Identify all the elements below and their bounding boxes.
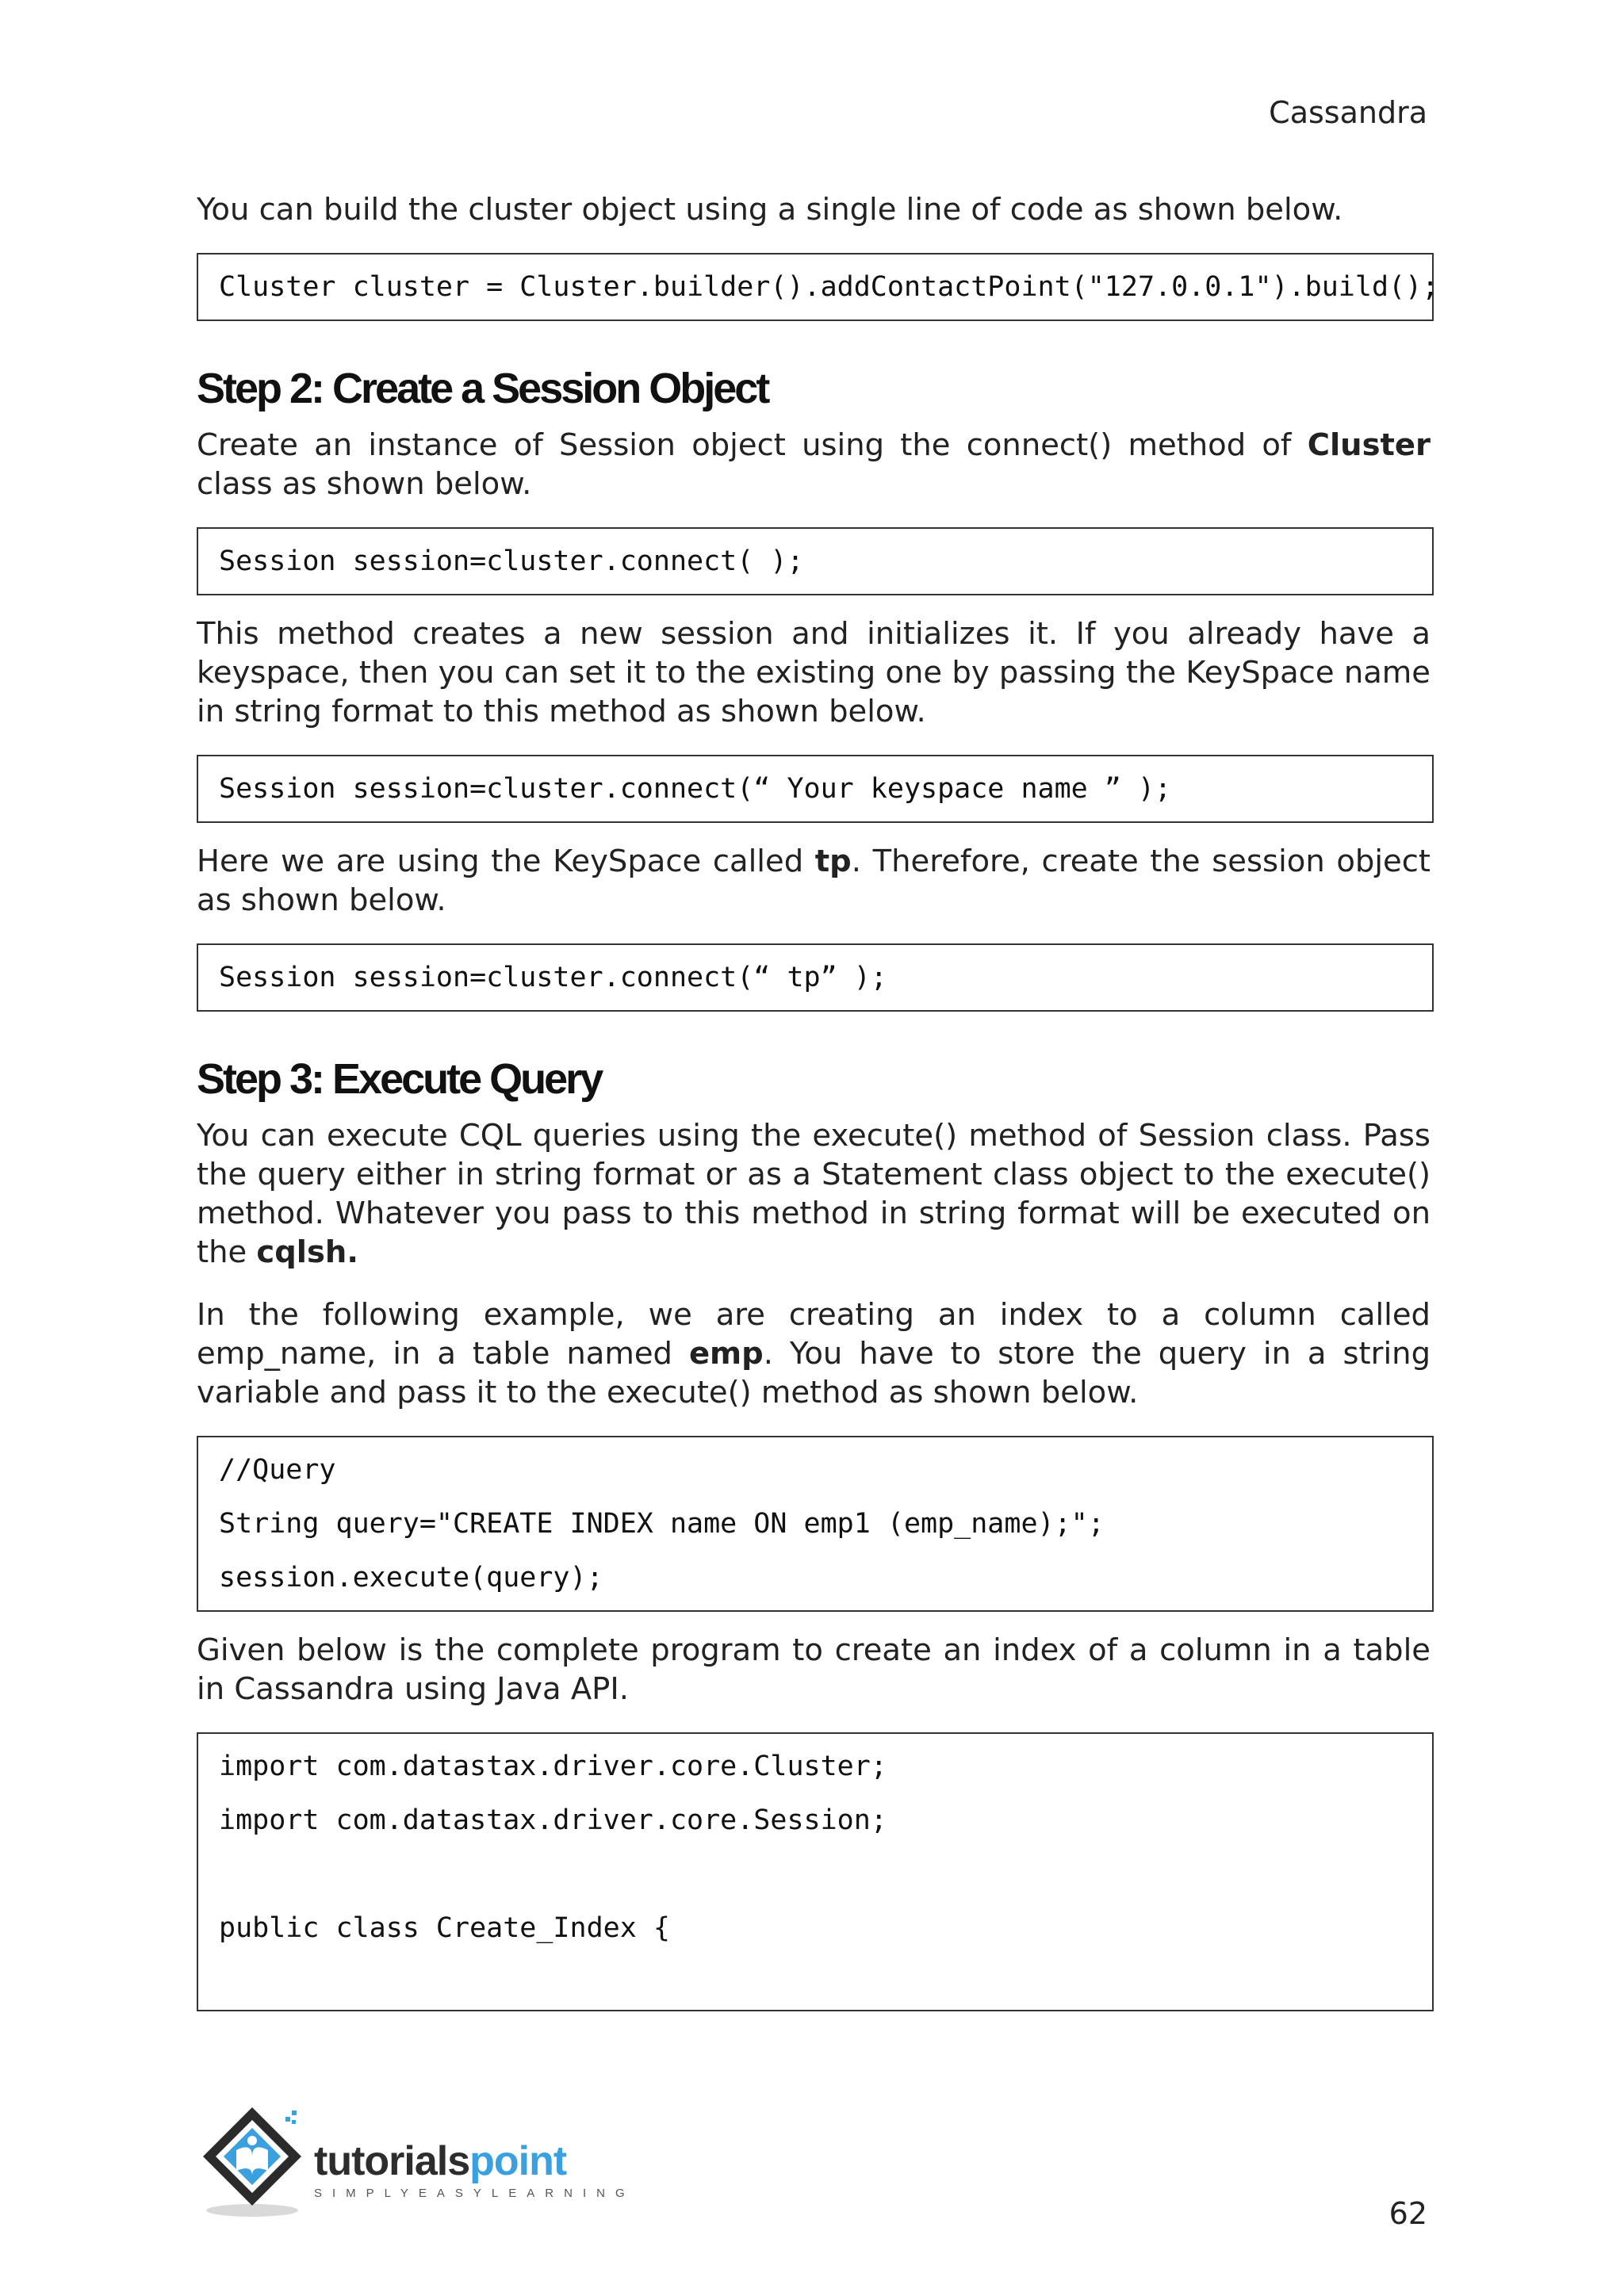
code-line: Session session=cluster.connect(“ Your keyspace name ” ); [219,773,1172,805]
code-line: Session session=cluster.connect(“ tp” ); [219,962,887,993]
logo-tagline: SIMPLYEASYLEARNING [314,2187,635,2200]
step2-heading: Step 2: Create a Session Object [197,365,768,412]
bold-cqlsh: cqlsh. [256,1234,358,1270]
step2-paragraph-1: Create an instance of Session object using the connect() method of Cluster class as shown below. [197,427,1431,502]
step3-paragraph-2: In the following example, we are creating an index to a column called emp_name, in a table named emp. You have to store the query in a string variable and pass it to the execute() method as shown below. [197,1297,1431,1410]
step3-paragraph-3: Given below is the complete program to create an index of a column in a table in Cassandra using Java API. [197,1632,1431,1707]
bold-cluster: Cluster [1307,427,1431,463]
page-content [197,190,1439,2030]
logo-mark-icon [197,2101,316,2220]
intro-paragraph: You can build the cluster object using a single line of code as shown below. [197,192,1343,228]
code-line: public class Create_Index { [219,1912,670,1944]
step3-paragraph-1: You can execute CQL queries using the execute() method of Session class. Pass the query either in string format or as a Statement class object to the execute() method. Whatever you pass to this method in string format will be executed on the cqlsh. [197,1118,1431,1270]
code-block-session-tp [197,943,1434,1012]
code-block-session-keyspace [197,755,1434,823]
page-number: 62 [1388,2196,1427,2231]
code-block-program [197,1732,1434,2011]
step2-paragraph-2: This method creates a new session and initializes it. If you already have a keyspace, then you can set it to the existing one by passing the KeySpace name in string format to this method as shown below. [197,616,1431,729]
code-line: Session session=cluster.connect( ); [219,545,804,577]
code-line: import com.datastax.driver.core.Cluster; [219,1751,887,1782]
code-line: session.execute(query); [219,1562,603,1594]
code-blank-line [219,1856,1411,1892]
running-header: Cassandra [1269,95,1427,130]
tutorialspoint-logo [197,2101,635,2220]
code-line: String query="CREATE INDEX name ON emp1 (emp_name);"; [219,1508,1105,1540]
code-line: import com.datastax.driver.core.Session; [219,1804,887,1836]
step2-paragraph-3: Here we are using the KeySpace called tp. Therefore, create the session object as shown below. [197,844,1431,918]
step3-heading: Step 3: Execute Query [197,1055,602,1103]
code-block-query [197,1436,1434,1612]
code-block-session [197,527,1434,595]
bold-tp: tp [814,844,852,879]
logo-wordmark: tutorialspoint [314,2138,567,2184]
code-block-cluster [197,253,1439,321]
bold-emp: emp [688,1336,764,1372]
code-line: Cluster cluster = Cluster.builder().addContactPoint("127.0.0.1").build(); [219,271,1439,303]
code-line: //Query [219,1454,336,1486]
